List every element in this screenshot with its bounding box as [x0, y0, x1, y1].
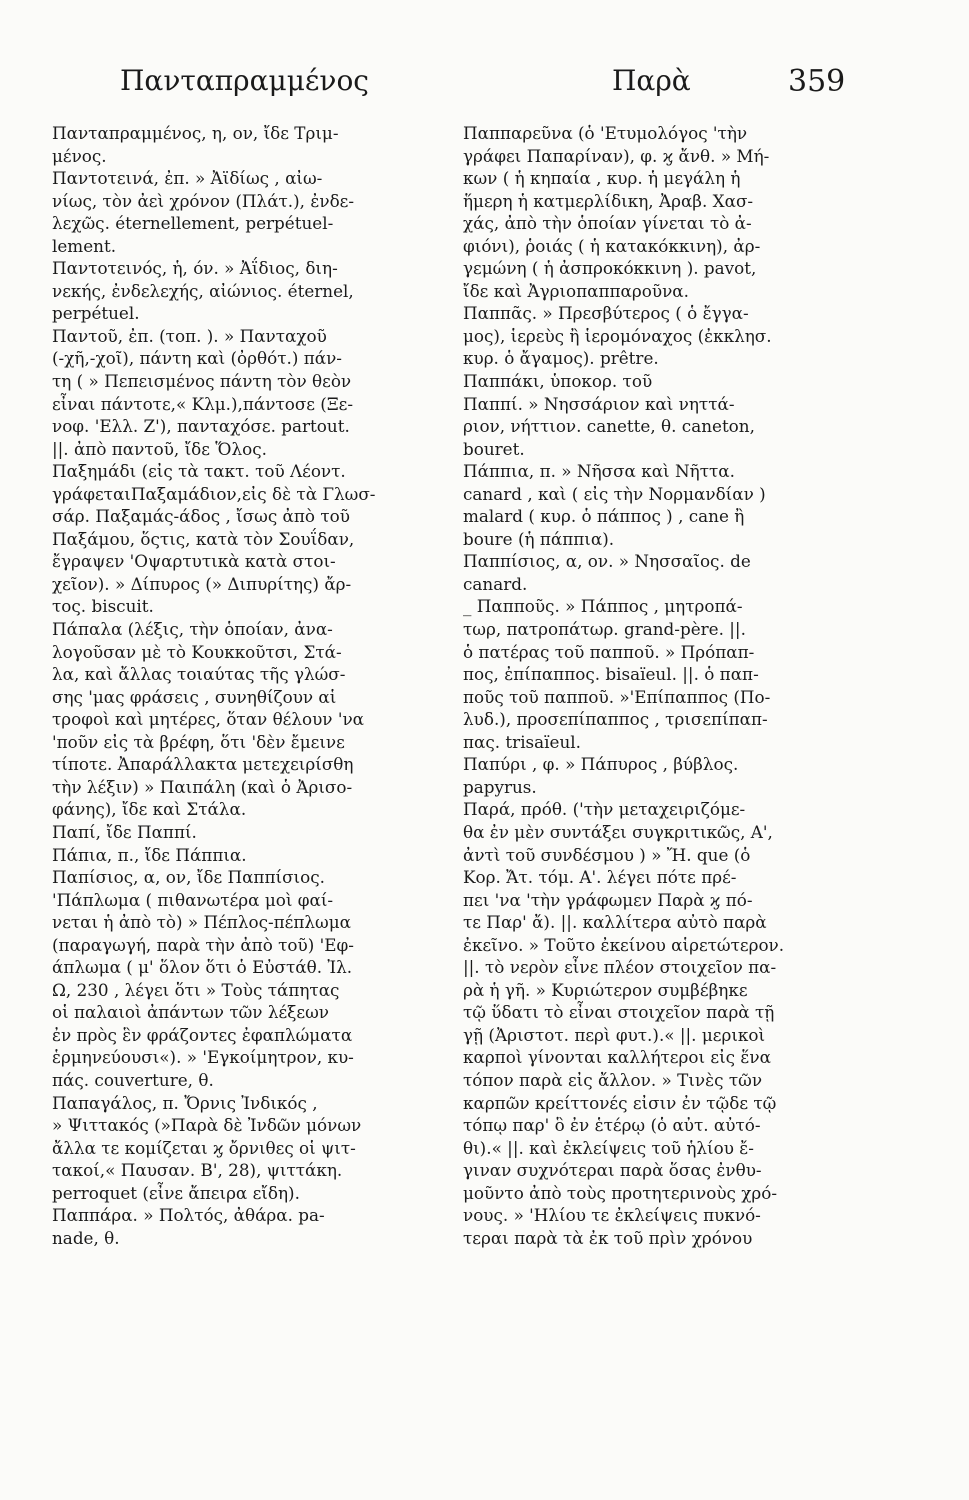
- text-line: γιναν συχνότεραι παρὰ ὅσας ἐνθυ-: [463, 1160, 762, 1181]
- text-line: τροφοὶ καὶ μητέρες, ὅταν θέλουν 'να: [52, 709, 364, 730]
- text-line: Παντοτεινός, ἡ, όν. » Ἀΐδιος, διη-: [52, 258, 338, 279]
- text-line: τεραι παρὰ τὰ ἐκ τοῦ πρὶν χρόνου: [463, 1227, 753, 1248]
- text-line: » Ψιττακός (»Παρὰ δὲ Ἰνδῶν μόνων: [52, 1115, 362, 1136]
- text-line: μος), ἱερεὺς ἢ ἱερομόναχος (ἐκκλησ.: [463, 325, 772, 346]
- text-line: (-χῆ,-χοῖ), πάντη καὶ (ὀρθότ.) πάν-: [52, 348, 342, 369]
- text-line: τη ( » Πεπεισμένος πάντη τὸν θεὸν: [52, 371, 352, 392]
- text-line: ἐκεῖνο. » Τοῦτο ἐκείνου αἱρετώτερον.: [463, 934, 785, 955]
- text-line: nade, θ.: [52, 1227, 120, 1248]
- text-line: χάς, ἀπὸ τὴν ὁποίαν γίνεται τὸ ἀ-: [463, 213, 752, 234]
- text-line: ἔγραψεν 'Οψαρτυτικὰ κατὰ στοι-: [52, 551, 336, 572]
- text-line: νεται ἡ ἀπὸ τὸ) » Πέπλος-πέπλωμα: [52, 912, 351, 933]
- text-line: τόπῳ παρ' ὃ ἐν ἑτέρῳ (ὁ αὐτ. αὐτό-: [463, 1115, 761, 1136]
- text-line: νοφ. 'Ελλ. Ζ'), πανταχόσε. partout.: [52, 416, 350, 437]
- text-line: Παντοῦ, ἐπ. (τοπ. ). » Πανταχοῦ: [52, 325, 327, 346]
- text-line: οἱ παλαιοὶ ἀπάντων τῶν λέξεων: [52, 1002, 329, 1023]
- text-line: ὁ πατέρας τοῦ παπποῦ. » Πρόπαπ-: [463, 641, 755, 662]
- text-line: perroquet (εἶνε ἄπειρα εἴδη).: [52, 1182, 300, 1203]
- text-line: Παππᾶς. » Πρεσβύτερος ( ὁ ἔγγα-: [463, 303, 749, 324]
- text-line: γῇ (Ἀριστοτ. περὶ φυτ.).« ||. μερικοὶ: [463, 1024, 766, 1045]
- text-line: Πάππια, π. » Νῆσσα καὶ Νῆττα.: [463, 461, 735, 482]
- text-line: λυδ.), προσεπίπαππος , τρισεπίπαπ-: [463, 709, 768, 730]
- text-line: Παπίσιος, α, ον, ἴδε Παππίσιος.: [52, 867, 325, 888]
- text-line: άπλωμα ( μ' ὅλον ὅτι ὁ Εὐστάθ. Ἰλ.: [52, 957, 353, 978]
- text-line: ἐν πρὸς ἓν φράζοντες ἐφαπλώματα: [52, 1024, 353, 1045]
- text-line: Πάπια, π., ἴδε Πάππια.: [52, 844, 247, 865]
- text-line: κων ( ἡ κηπαία , κυρ. ἡ μεγάλη ἡ: [463, 168, 741, 189]
- text-line: 'Πάπλωμα ( πιθανωτέρα μοὶ φαί-: [52, 889, 334, 910]
- text-line: boure (ἡ πάππια).: [463, 528, 615, 549]
- text-line: ριον, νήττιον. canette, θ. caneton,: [463, 416, 755, 437]
- page-number: 359: [788, 64, 846, 99]
- text-line: Παρά, πρόθ. ('τὴν μεταχειριζόμε-: [463, 799, 746, 820]
- running-head-right: Παρὰ: [612, 64, 691, 97]
- text-line: ||. ἀπὸ παντοῦ, ἴδε Ὅλος.: [52, 438, 267, 459]
- text-line: μένος.: [52, 145, 107, 166]
- text-line: Πανταπραμμένος, η, ον, ἴδε Τριμ-: [52, 123, 339, 143]
- right-column: [463, 122, 841, 1249]
- text-line: τε Παρ' ἄ). ||. καλλίτερα αὐτὸ παρὰ: [463, 912, 767, 933]
- text-line: λογοῦσαν μὲ τὸ Κουκκοῦτσι, Στά-: [52, 641, 342, 662]
- text-line: χεῖον). » Δίπυρος (» Διπυρίτης) ἄρ-: [52, 573, 352, 594]
- text-line: σάρ. Παξαμάς-άδος , ἴσως ἀπὸ τοῦ: [52, 506, 350, 527]
- text-line: μοῦντο ἀπὸ τοὺς προτητερινοὺς χρό-: [463, 1182, 778, 1203]
- text-line: bouret.: [463, 438, 525, 459]
- text-line: θα ἐν μὲν συντάξει συγκριτικῶς, Α',: [463, 821, 773, 842]
- text-line: τὴν λέξιν) » Παιπάλη (καὶ ὁ Ἀρισο-: [52, 776, 353, 797]
- text-line: Παντοτεινά, ἐπ. » Ἀϊδίως , αἰω-: [52, 168, 323, 189]
- text-line: γράφεταιΠαξαμάδιον,εἰς δὲ τὰ Γλωσ-: [52, 483, 376, 504]
- text-line: τακοί,« Παυσαν. Β', 28), ψιττάκη.: [52, 1160, 343, 1181]
- running-head-left: Πανταπραμμένος: [120, 64, 369, 97]
- text-line: γράφει Παπαρίναν), φ. ϗ ἄνθ. » Μή-: [463, 145, 770, 166]
- text-line: lement.: [52, 235, 117, 256]
- text-line: Παξημάδι (εἰς τὰ τακτ. τοῦ Λέοντ.: [52, 461, 346, 482]
- text-line: _ Παπποῦς. » Πάππος , μητροπά-: [463, 596, 743, 617]
- text-line: Κορ. Ἄτ. τόμ. Α'. λέγει πότε πρέ-: [463, 867, 737, 888]
- text-line: νεκής, ἐνδελεχής, αἰώνιος. éternel,: [52, 280, 354, 301]
- text-line: ἥμερη ἡ κατμερλίδικη, Ἀραβ. Χασ-: [463, 190, 754, 211]
- text-line: πος, ἐπίπαππος. bisaïeul. ||. ὁ παπ-: [463, 664, 759, 685]
- text-line: Παππάρα. » Πολτός, ἀθάρα. pa-: [52, 1205, 325, 1226]
- text-line: ἄλλα τε κομίζεται ϗ ὄρνιθες οἱ ψιτ-: [52, 1137, 356, 1158]
- text-line: νους. » 'Ηλίου τε ἐκλείψεις πυκνό-: [463, 1205, 761, 1226]
- text-line: ἴδε καὶ Ἀγριοπαππαροῦνα.: [463, 280, 689, 301]
- text-line: Παξάμου, ὅςτις, κατὰ τὸν Σουΐδαν,: [52, 528, 355, 549]
- text-line: papyrus.: [463, 776, 537, 797]
- text-line: canard , καὶ ( εἰς τὴν Νορμανδίαν ): [463, 483, 766, 504]
- text-line: λεχῶς. éternellement, perpétuel-: [52, 213, 334, 234]
- text-line: Παπαγάλος, π. Ὄρνις Ἰνδικός ,: [52, 1092, 318, 1113]
- text-line: τῷ ὕδατι τὸ εἶναι στοιχεῖον παρὰ τῇ: [463, 1002, 775, 1023]
- text-line: ἑρμηνεύουσι«). » 'Εγκοίμητρον, κυ-: [52, 1047, 354, 1068]
- text-line: malard ( κυρ. ὁ πάππος ) , cane ἢ: [463, 506, 745, 527]
- text-line: ||. τὸ νερὸν εἶνε πλέον στοιχεῖον πα-: [463, 957, 777, 978]
- text-line: perpétuel.: [52, 303, 140, 324]
- text-line: πάς. couverture, θ.: [52, 1069, 214, 1090]
- text-line: τος. biscuit.: [52, 596, 154, 617]
- text-line: ποῦς τοῦ παπποῦ. »'Επίπαππος (Πο-: [463, 686, 771, 707]
- text-line: καρποὶ γίνονται καλλήτεροι εἰς ἕνα: [463, 1047, 771, 1068]
- text-line: καρπῶν κρείττονές εἰσιν ἐν τῷδε τῷ: [463, 1092, 777, 1113]
- text-line: ἀντὶ τοῦ συνδέσμου ) » Ἤ. que (ὁ: [463, 844, 751, 865]
- text-line: πει 'να 'τὴν γράφωμεν Παρὰ ϗ πό-: [463, 889, 753, 910]
- text-line: πας. trisaïeul.: [463, 731, 581, 752]
- text-line: σης 'μας φράσεις , συνηθίζουν αἱ: [52, 686, 337, 707]
- text-line: 'ποῦν εἰς τὰ βρέφη, ὅτι 'δὲν ἔμεινε: [52, 731, 345, 752]
- left-column: [52, 122, 430, 1249]
- text-line: Παπύρι , φ. » Πάπυρος , βύβλος.: [463, 754, 739, 775]
- text-line: φάνης), ἴδε καὶ Στάλα.: [52, 799, 247, 820]
- text-line: Ω, 230 , λέγει ὅτι » Τοὺς τάπητας: [52, 979, 340, 1000]
- text-line: γεμώνη ( ἡ ἀσπροκόκκινη ). pavot,: [463, 258, 757, 279]
- text-line: Παππίσιος, α, ον. » Νησσαῖος. de: [463, 551, 751, 572]
- text-line: Πάπαλα (λέξις, τὴν ὁποίαν, ἀνα-: [52, 619, 333, 640]
- text-line: ρὰ ἡ γῆ. » Κυριώτερον συμβέβηκε: [463, 979, 748, 1000]
- text-line: φιόνι), ῥοιάς ( ἡ κατακόκκινη), ἀρ-: [463, 235, 761, 256]
- text-line: τίποτε. Ἀπαράλλακτα μετεχειρίσθη: [52, 754, 354, 775]
- text-line: canard.: [463, 573, 528, 594]
- text-line: θι).« ||. καὶ ἐκλείψεις τοῦ ἡλίου ἔ-: [463, 1137, 754, 1158]
- text-line: εἶναι πάντοτε,« Κλμ.),πάντοσε (Ξε-: [52, 393, 354, 414]
- text-line: Παππαρεῦνα (ὁ 'Ετυμολόγος 'τὴν: [463, 123, 748, 143]
- text-line: Παππάκι, ὑποκορ. τοῦ: [463, 371, 653, 392]
- text-line: Παπί, ἴδε Παππί.: [52, 821, 197, 842]
- text-line: Παππί. » Νησσάριον καὶ νηττά-: [463, 393, 735, 414]
- text-line: νίως, τὸν ἀεὶ χρόνον (Πλάτ.), ἐνδε-: [52, 190, 355, 211]
- text-line: (παραγωγή, παρὰ τὴν ἀπὸ τοῦ) 'Εφ-: [52, 934, 354, 955]
- text-line: τόπον παρὰ εἰς ἄλλον. » Τινὲς τῶν: [463, 1069, 763, 1090]
- text-line: λα, καὶ ἄλλας τοιαύτας τῆς γλώσ-: [52, 664, 346, 685]
- text-line: τωρ, πατροπάτωρ. grand-père. ||.: [463, 619, 746, 640]
- text-line: κυρ. ὁ ἄγαμος). prêtre.: [463, 348, 659, 369]
